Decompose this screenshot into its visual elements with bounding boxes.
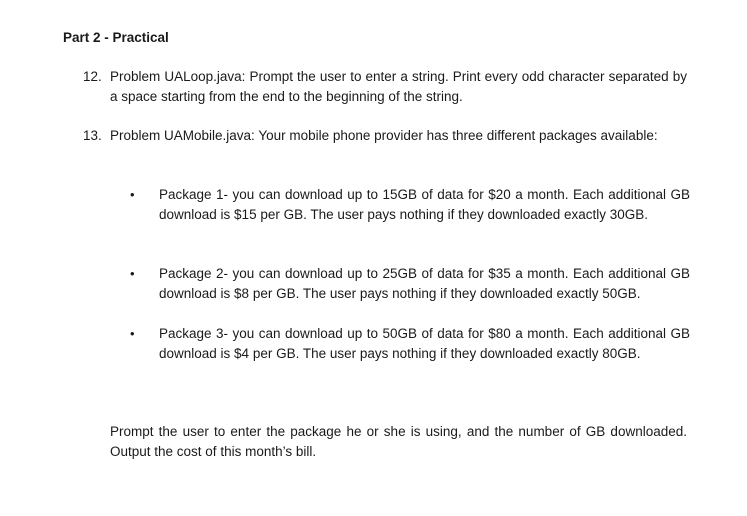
section-heading: Part 2 - Practical [63, 30, 169, 45]
problem-13 [83, 126, 687, 146]
bullet-icon: • [130, 266, 135, 281]
package-2-item [130, 264, 690, 304]
package-1-item [130, 185, 690, 225]
problem-text: Problem UAMobile.java: Your mobile phone provider has three different packages available: [110, 128, 658, 143]
closing-instruction: Prompt the user to enter the package he or she is using, and the number of GB downloaded. Output the cost of this month’s bill. [110, 424, 687, 459]
package-text: Package 2- you can download up to 25GB of data for $35 a month. Each additional GB download is $8 per GB. The user pays nothing if they downloaded exactly 50GB. [159, 266, 690, 301]
package-text: Package 3- you can download up to 50GB of data for $80 a month. Each additional GB download is $4 per GB. The user pays nothing if they downloaded exactly 80GB. [159, 326, 690, 361]
package-3-item [130, 324, 690, 364]
bullet-icon: • [130, 326, 135, 341]
problem-number: 13. [83, 128, 102, 143]
package-text: Package 1- you can download up to 15GB of data for $20 a month. Each additional GB download is $15 per GB. The user pays nothing if they downloaded exactly 30GB. [159, 187, 690, 222]
problem-text: Problem UALoop.java: Prompt the user to enter a string. Print every odd character separated by a space starting from the end to the beginning of the string. [110, 69, 687, 104]
problem-number: 12. [83, 69, 102, 84]
problem-12 [83, 67, 687, 107]
bullet-icon: • [130, 187, 135, 202]
